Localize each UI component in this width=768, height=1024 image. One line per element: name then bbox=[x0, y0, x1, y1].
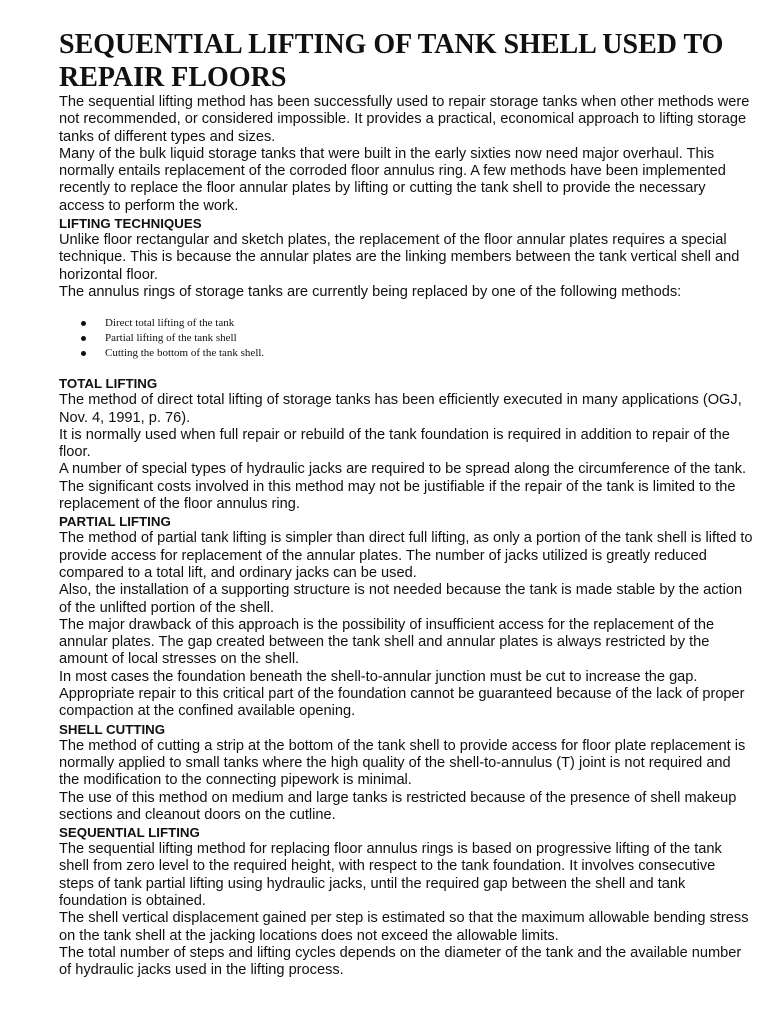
body-paragraph: In most cases the foundation beneath the shell-to-annular junction must be cut to increase the gap. Appropriate repair to this critical part of the foundation cannot be guaranteed because of the lack of proper compaction at the confined available opening. bbox=[59, 668, 745, 720]
body-paragraph: The use of this method on medium and large tanks is restricted because of the presence of shell makeup sections and cleanout doors on the cutline. bbox=[59, 789, 737, 823]
body-paragraph: Unlike floor rectangular and sketch plates, the replacement of the floor annular plates requires a special technique. This is because the annular plates are the linking members between the tank vertical shell and horizontal floor. bbox=[59, 232, 740, 283]
body-paragraph: The method of cutting a strip at the bottom of the tank shell to provide access for floor plate replacement is normally applied to small tanks where the high quality of the shell-to-annulus (T) joint is not required and the modification to the connecting pipework is minimal. bbox=[59, 737, 746, 789]
body-paragraph: The major drawback of this approach is the possibility of insufficient access for the replacement of the annular plates. The gap created between the tank shell and annular plates is always restricted by the amount of local stresses on the shell. bbox=[59, 616, 715, 668]
intro-paragraph: Many of the bulk liquid storage tanks that were built in the early sixties now need major overhaul. This normally entails replacement of the corroded floor annulus ring. A few methods have been implemented recently to replace the floor annular plates by lifting or cutting the tank shell to provide the necessary access to perform the work. bbox=[59, 145, 726, 214]
document-title: SEQUENTIAL LIFTING OF TANK SHELL USED TO REPAIR FLOORS bbox=[59, 29, 724, 93]
list-item-text: Direct total lifting of the tank bbox=[105, 317, 235, 330]
document-page bbox=[59, 28, 754, 979]
body-paragraph: The total number of steps and lifting cycles depends on the diameter of the tank and the available number of hydraulic jacks used in the lifting process. bbox=[59, 944, 742, 979]
body-paragraph: The method of partial tank lifting is simpler than direct full lifting, as only a portion of the tank shell is lifted to provide access for replacement of the annular plates. The number of jacks utilized is greatly reduced compared to a total lift, and ordinary jacks can be used. bbox=[59, 530, 753, 581]
section-heading-shell-cutting: SHELL CUTTING bbox=[59, 721, 166, 737]
body-paragraph: A number of special types of hydraulic jacks are required to be spread along the circumference of the tank. bbox=[59, 461, 747, 478]
bullet-icon bbox=[81, 321, 86, 326]
section-heading-total-lifting: TOTAL LIFTING bbox=[59, 376, 158, 392]
bullet-icon bbox=[81, 351, 86, 356]
section-heading-lifting-techniques: LIFTING TECHNIQUES bbox=[59, 216, 202, 232]
body-paragraph: The sequential lifting method for replacing floor annulus rings is based on progressive lifting of the tank shell from zero level to the required height, with respect to the tank foundation. It involves consecutive steps of tank partial lifting using hydraulic jacks, until the required gap between the shell and tank foundation is obtained. bbox=[59, 841, 722, 909]
body-paragraph: It is normally used when full repair or rebuild of the tank foundation is required in addition to repair of the floor. bbox=[59, 426, 730, 461]
body-paragraph: The shell vertical displacement gained per step is estimated so that the maximum allowable bending stress on the tank shell at the jacking locations does not exceed the allowable limits. bbox=[59, 910, 749, 944]
body-paragraph: The annulus rings of storage tanks are currently being replaced by one of the following methods: bbox=[59, 283, 682, 300]
list-item-text: Partial lifting of the tank shell bbox=[105, 332, 237, 345]
list-item bbox=[81, 316, 754, 331]
list-item bbox=[81, 346, 754, 361]
bullet-icon bbox=[81, 336, 86, 341]
list-item bbox=[81, 331, 754, 346]
body-paragraph: Also, the installation of a supporting structure is not needed because the tank is made stable by the action of the unlifted portion of the shell. bbox=[59, 582, 743, 616]
section-heading-sequential-lifting: SEQUENTIAL LIFTING bbox=[59, 825, 200, 841]
methods-list bbox=[59, 316, 754, 361]
list-item-text: Cutting the bottom of the tank shell. bbox=[105, 347, 265, 360]
intro-paragraph: The sequential lifting method has been successfully used to repair storage tanks when other methods were not recommended, or considered impossible. It provides a practical, economical approach to lifting storage tanks of different types and sizes. bbox=[59, 94, 750, 145]
body-paragraph: The method of direct total lifting of storage tanks has been efficiently executed in many applications (OGJ, Nov. 4, 1991, p. 76). bbox=[59, 392, 742, 426]
body-paragraph: The significant costs involved in this method may not be justifiable if the repair of the tank is limited to the replacement of the floor annulus ring. bbox=[59, 478, 736, 513]
section-heading-partial-lifting: PARTIAL LIFTING bbox=[59, 514, 171, 530]
